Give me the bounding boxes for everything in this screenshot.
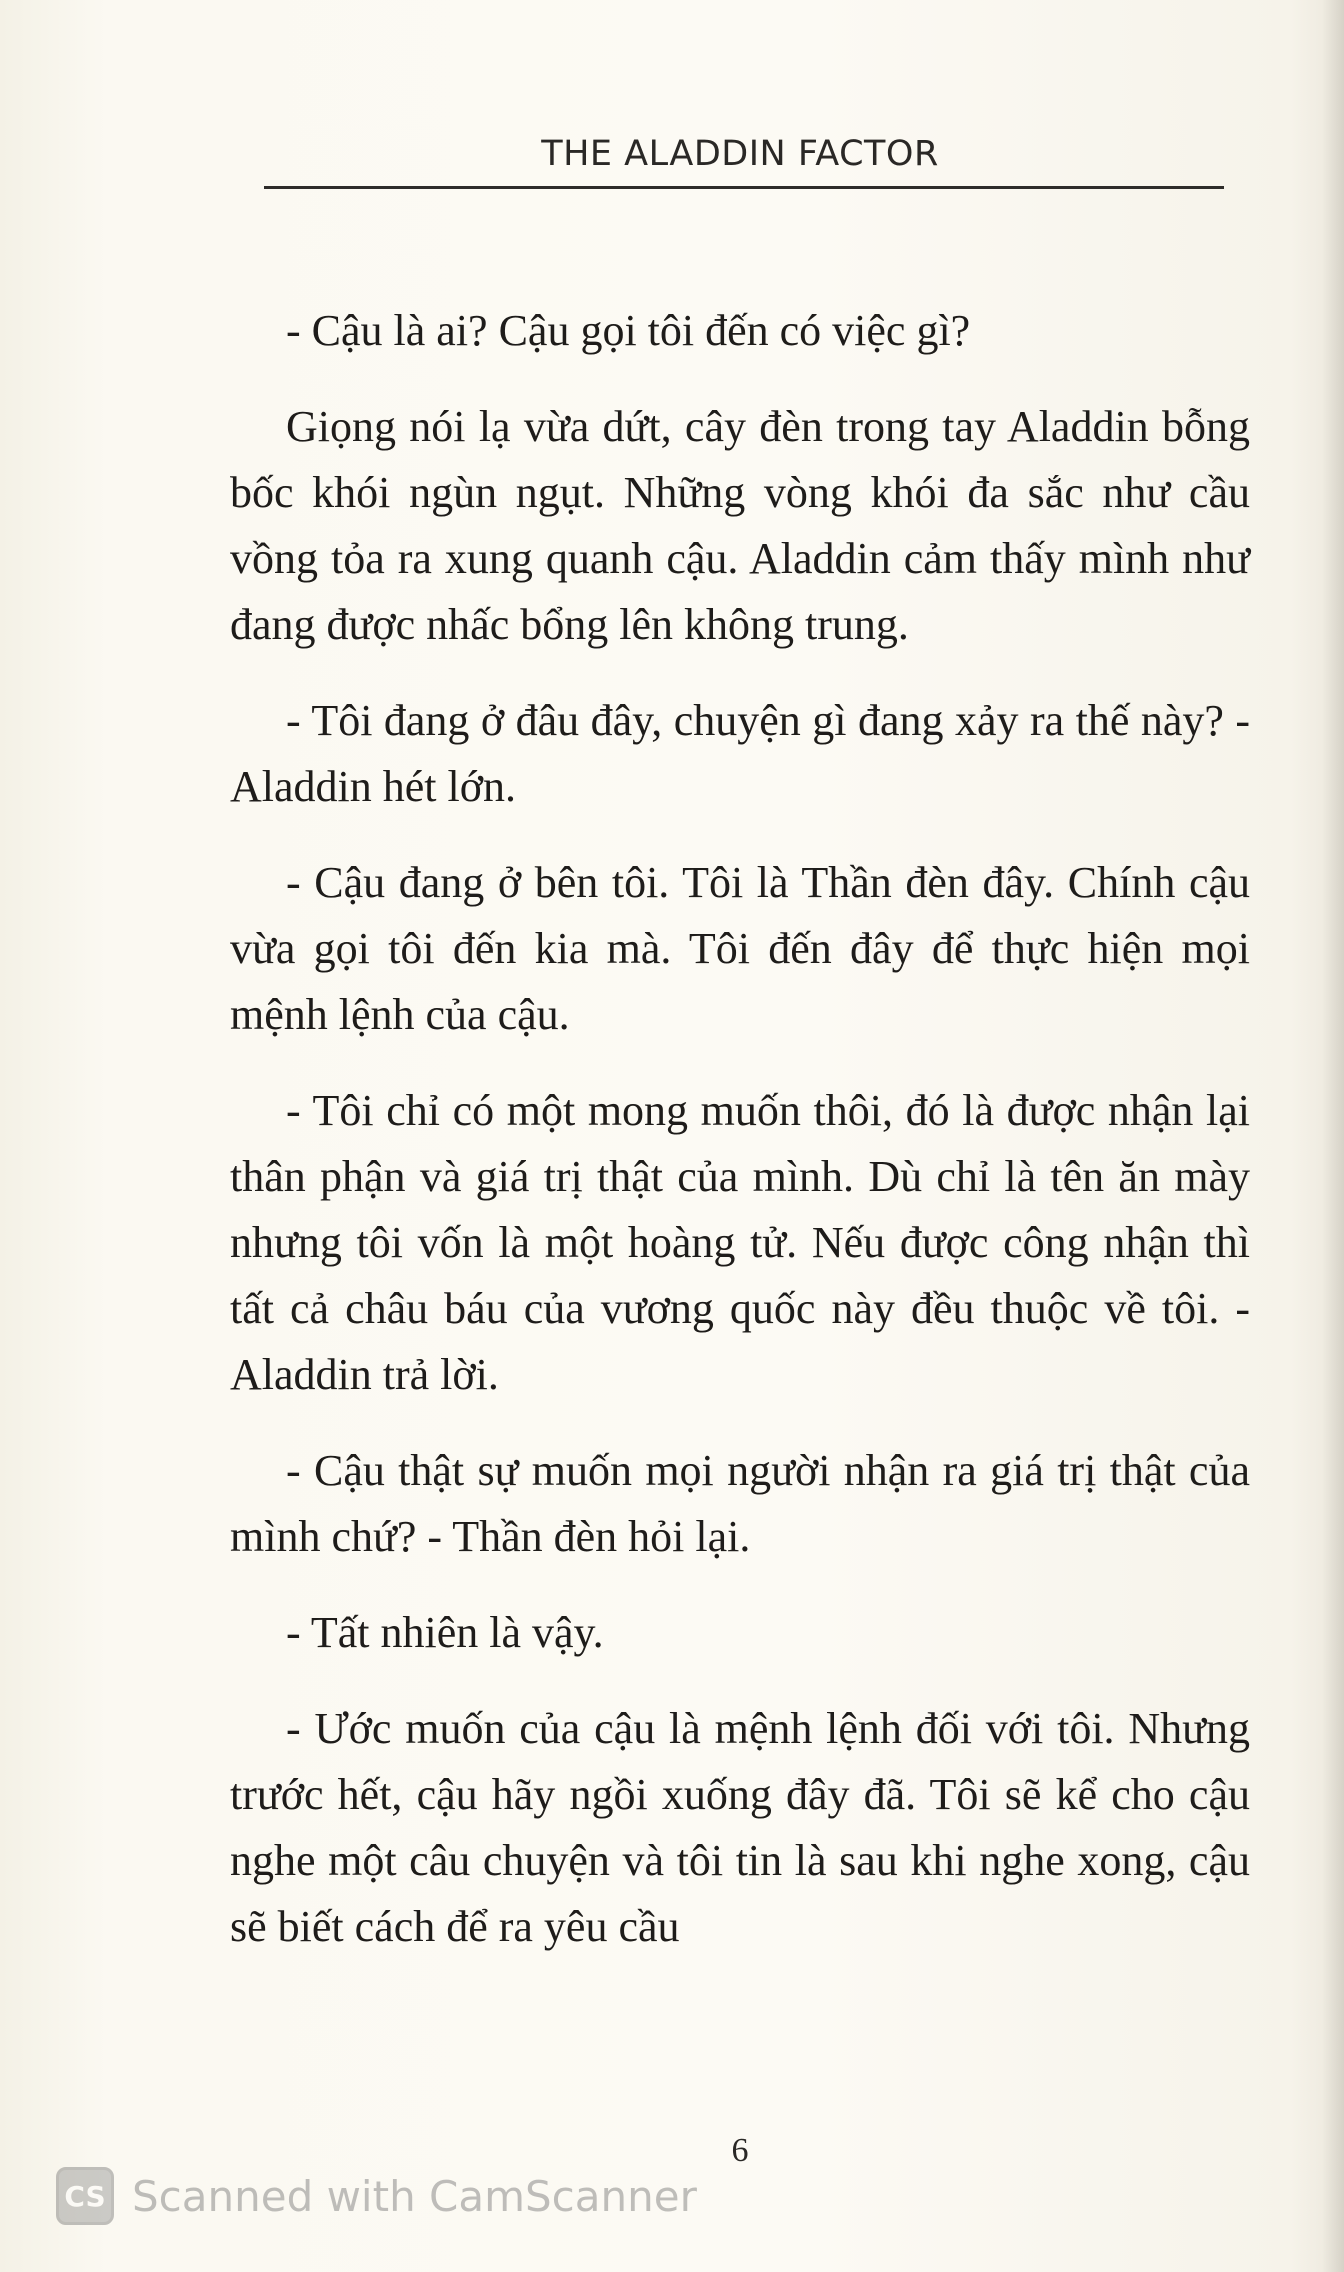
page-number: 6 xyxy=(731,2132,749,2169)
paragraph: - Ước muốn của cậu là mệnh lệnh đối với tôi. Nhưng trước hết, cậu hãy ngồi xuống đây đã. Tôi sẽ kể cho cậu nghe một câu chuyện và tôi tin là sau khi nghe xong, cậu sẽ biết cách để ra yêu cầu xyxy=(230,1704,1250,1951)
paragraph: - Tôi chỉ có một mong muốn thôi, đó là được nhận lại thân phận và giá trị thật của mình. Dù chỉ là tên ăn mày nhưng tôi vốn là một hoàng tử. Nếu được công nhận thì tất cả châu báu của vương quốc này đều thuộc về tôi. - Aladdin trả lời. xyxy=(230,1086,1250,1399)
header-rule xyxy=(264,186,1224,189)
watermark-text: Scanned with CamScanner xyxy=(132,2171,697,2221)
camscanner-logo-icon: CS xyxy=(56,2167,114,2225)
paragraph: Giọng nói lạ vừa dứt, cây đèn trong tay Aladdin bỗng bốc khói ngùn ngụt. Những vòng khói đa sắc như cầu vồng tỏa ra xung quanh cậu. Aladdin cảm thấy mình như đang được nhấc bổng lên không trung. xyxy=(230,402,1250,649)
paragraph: - Tất nhiên là vậy. xyxy=(286,1608,604,1657)
paragraph: - Tôi đang ở đâu đây, chuyện gì đang xảy ra thế này? - Aladdin hét lớn. xyxy=(230,696,1250,811)
paragraph: - Cậu là ai? Cậu gọi tôi đến có việc gì? xyxy=(286,306,971,355)
scanner-watermark xyxy=(56,2164,697,2228)
body-text xyxy=(230,298,1250,1990)
running-header: THE ALADDIN FACTOR xyxy=(541,134,939,174)
paragraph: - Cậu đang ở bên tôi. Tôi là Thần đèn đây. Chính cậu vừa gọi tôi đến kia mà. Tôi đến đây để thực hiện mọi mệnh lệnh của cậu. xyxy=(230,858,1250,1039)
page-edge-shadow xyxy=(1322,0,1344,2272)
paragraph: - Cậu thật sự muốn mọi người nhận ra giá trị thật của mình chứ? - Thần đèn hỏi lại. xyxy=(230,1446,1250,1561)
